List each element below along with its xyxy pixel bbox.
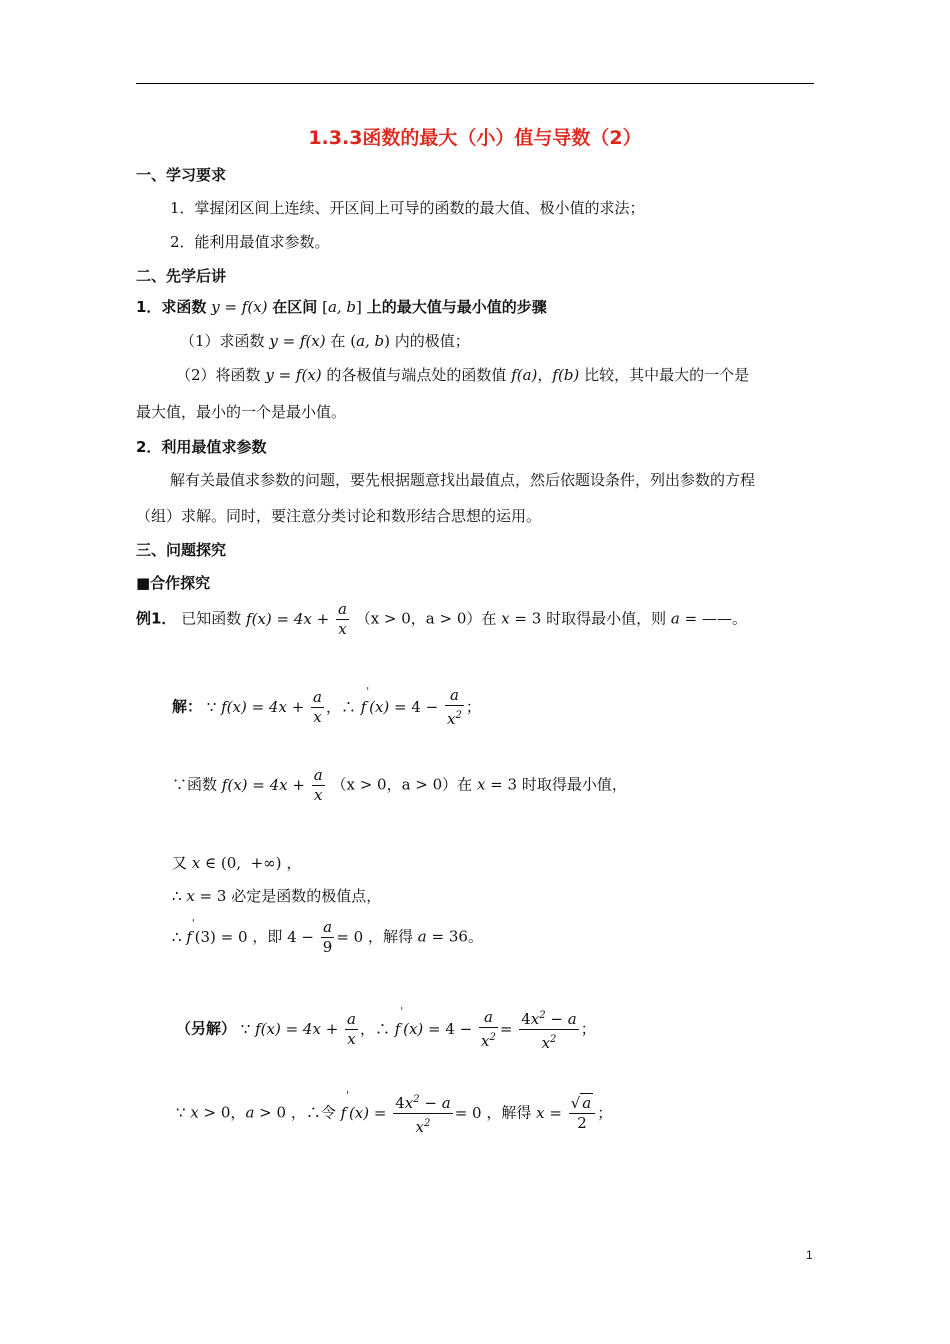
- math-x-eq-3: x = 3: [501, 609, 542, 628]
- math-fx-def: f(x) = 4x + $\frac{a}{x}$: [221, 766, 323, 804]
- because-func-cond: （x > 0，a > 0）在: [331, 775, 473, 794]
- ie-text: ，即: [252, 927, 283, 946]
- steps-heading-b: 在区间: [272, 298, 318, 316]
- math-open-interval: (a, b): [350, 332, 391, 350]
- params-line-1: 解有关最值求参数的问题，要先根据题意找出最值点，然后依题设条件，列出参数的方程: [170, 471, 756, 489]
- math-alt-zero: f'(x) = $\frac{4x^2 - a}{x^2}$ = 0: [340, 1090, 482, 1136]
- example-blank: ——。: [701, 609, 747, 628]
- math-alt-answer: x = $\frac{√ a}{2}$ ；: [536, 1094, 613, 1132]
- steps-heading-c: 上的最大值与最小值的步骤: [366, 298, 547, 316]
- solution-line-2: [172, 766, 627, 805]
- solved-text-2: ，解得: [486, 1103, 532, 1122]
- example-label: 例1．: [136, 609, 177, 628]
- extreme-point-text: 必定是函数的极值点，: [231, 887, 382, 905]
- step-1: [180, 330, 470, 351]
- page-title: 1.3.3函数的最大（小）值与导数（2）: [308, 127, 642, 149]
- math-alt-derivative: ∵ f(x) = 4x + $\frac{a}{x}$ ，∴ f'(x) = 4 − $\frac{a}{x^2}$ = $\frac{4x^2 - a}{x^2}$ ；: [240, 1006, 596, 1052]
- also-end: ，: [286, 854, 302, 872]
- math-alt-conditions: ∵ x > 0，a > 0: [176, 1103, 287, 1122]
- math-equation: 4 − $\frac{a}{9}$ = 0: [287, 918, 364, 956]
- cooperative-inquiry: ■合作探究: [136, 574, 211, 592]
- math-y-fx: y = f(x): [211, 298, 268, 316]
- math-fx-def: f(x) = 4x + $\frac{a}{x}$: [246, 600, 347, 638]
- math-x-eq-3: x = 3: [476, 775, 518, 794]
- step-2-a: （2）将函数: [176, 366, 261, 384]
- step-2-b: 的各极值与端点处的函数值: [326, 366, 507, 384]
- math-because-fx: ∵ f(x) = 4x + $\frac{a}{x}$ ，∴ f'(x) = 4 − $\frac{a}{x^2}$ ；: [206, 686, 481, 728]
- requirement-1: 1．掌握闭区间上连续、开区间上可导的函数的最大值、极小值的求法；: [170, 199, 645, 217]
- math-y-fx: y = f(x): [269, 332, 326, 350]
- header-rule: [136, 83, 814, 84]
- math-answer: a = 36: [417, 927, 468, 946]
- let-text: ，∴令: [290, 1103, 336, 1122]
- math-fprime-3: ∴ f'(3) = 0: [172, 918, 248, 946]
- page-number: 1: [806, 1248, 813, 1262]
- math-a-eq: a =: [670, 609, 698, 628]
- step-1-c: 内的极值；: [394, 332, 470, 350]
- math-domain: x ∈ (0, +∞): [191, 854, 282, 872]
- math-fa-fb: f(a)，f(b): [511, 366, 580, 384]
- section-1-heading: 一、学习要求: [136, 166, 227, 184]
- solution-line-4: [172, 885, 381, 906]
- alt-solution-line-1: [176, 1006, 596, 1053]
- step-1-b: 在: [330, 332, 346, 350]
- example-text-a: 已知函数: [181, 609, 242, 628]
- example-1: [136, 600, 747, 639]
- step-2: [176, 364, 749, 385]
- example-text-b: 时取得最小值，则: [546, 609, 667, 628]
- also-text: 又: [172, 854, 188, 872]
- solution-line-5: ∴ f'(3) = 0 ，即 4 − $\frac{a}{9}$ = 0 ，解得 a = 36。: [172, 918, 483, 956]
- requirement-2: 2．能利用最值求参数。: [170, 233, 330, 251]
- solution-line-3: [172, 852, 301, 873]
- step-2-c: 比较，其中最大的一个是: [584, 366, 750, 384]
- alt-solution-line-2: [176, 1090, 612, 1137]
- section-2-heading: 二、先学后讲: [136, 267, 227, 285]
- math-y-fx: y = f(x): [265, 366, 322, 384]
- steps-heading-a: 1．求函数: [136, 298, 207, 316]
- solution-line-1: [172, 686, 481, 729]
- steps-heading: [136, 296, 547, 317]
- step-2-cont: 最大值，最小的一个是最小值。: [136, 403, 347, 421]
- section-3-heading: 三、问题探究: [136, 541, 227, 559]
- because-func: ∵函数: [172, 775, 218, 794]
- step-1-a: （1）求函数: [180, 332, 265, 350]
- params-heading: 2．利用最值求参数: [136, 438, 267, 456]
- solved-text: ，解得: [368, 927, 414, 946]
- because-func-end: 时取得最小值，: [521, 775, 627, 794]
- params-line-2: （组）求解。同时，要注意分类讨论和数形结合思想的运用。: [136, 507, 542, 525]
- example-condition: （x > 0，a > 0）在: [355, 609, 497, 628]
- alt-label: （另解）: [176, 1019, 237, 1038]
- math-therefore-x3: ∴ x = 3: [172, 887, 227, 905]
- math-closed-interval: [a, b]: [322, 298, 362, 316]
- solution-label: 解：: [172, 697, 203, 716]
